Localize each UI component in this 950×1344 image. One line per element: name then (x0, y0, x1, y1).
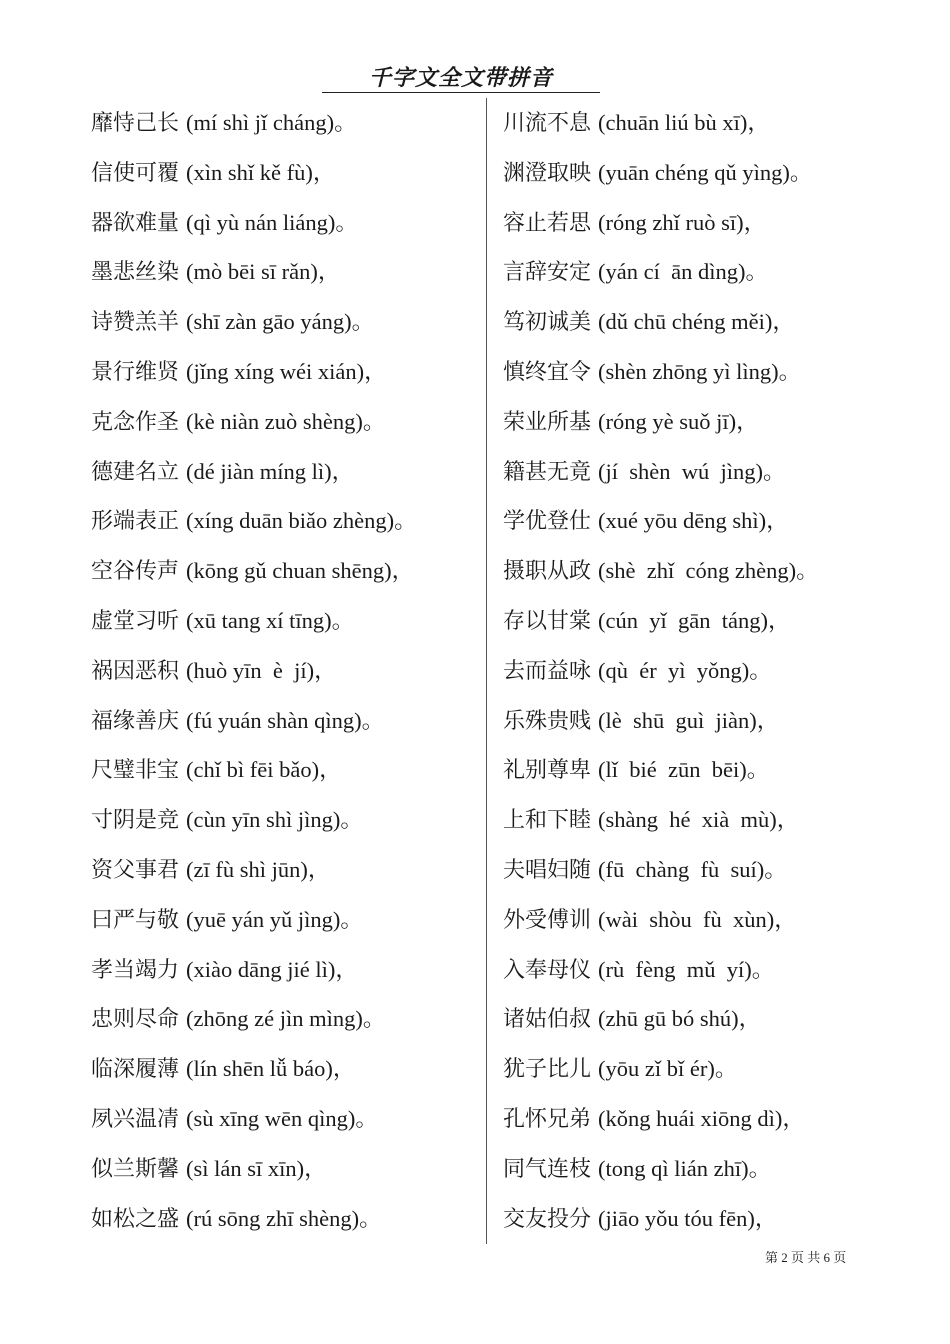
verse-hanzi: 形端表正 (91, 509, 180, 535)
verse-hanzi: 交友投分 (503, 1206, 592, 1232)
verse-hanzi: 礼别尊卑 (503, 758, 592, 784)
verse-line (91, 596, 417, 646)
verse-hanzi: 夫唱妇随 (503, 857, 592, 883)
verse-line (503, 646, 819, 696)
verse-hanzi: 摄职从政 (503, 559, 592, 585)
verse-line (503, 1094, 819, 1144)
verse-pinyin: (jí shèn wú jìng)。 (598, 458, 786, 484)
verse-line (503, 795, 819, 845)
verse-hanzi: 福缘善庆 (91, 708, 180, 734)
verse-hanzi: 临深履薄 (91, 1057, 180, 1083)
verse-hanzi: 犹子比儿 (503, 1057, 592, 1083)
verse-hanzi: 上和下睦 (503, 808, 592, 834)
verse-hanzi: 籍甚无竟 (503, 459, 592, 485)
verse-line (91, 198, 417, 248)
right-column (503, 98, 819, 1243)
verse-pinyin: (kǒng huái xiōng dì)， (598, 1105, 805, 1131)
verse-hanzi: 寸阴是竞 (91, 808, 180, 834)
verse-pinyin: (róng yè suǒ jī)， (598, 408, 759, 434)
verse-pinyin: (fú yuán shàn qìng)。 (186, 707, 385, 733)
verse-hanzi: 孔怀兄弟 (503, 1106, 592, 1132)
verse-line (503, 198, 819, 248)
verse-pinyin: (chǐ bì fēi bǎo)， (186, 757, 342, 783)
verse-pinyin: (yán cí ān dìng)。 (598, 259, 768, 285)
verse-line (503, 546, 819, 596)
verse-pinyin: (mí shì jǐ cháng)。 (186, 110, 357, 135)
verse-pinyin: (shèn zhōng yì lìng)。 (598, 358, 802, 384)
verse-hanzi: 尺璧非宝 (91, 758, 180, 784)
verse-line (91, 1194, 417, 1244)
verse-pinyin: (róng zhǐ ruò sī)， (598, 209, 767, 235)
verse-line (503, 347, 819, 397)
verse-hanzi: 乐殊贵贱 (503, 708, 592, 734)
verse-line (503, 945, 819, 995)
verse-pinyin: (qù ér yì yǒng)。 (598, 657, 772, 683)
verse-hanzi: 外受傅训 (503, 907, 592, 933)
verse-line (91, 496, 417, 546)
verse-hanzi: 言辞安定 (503, 260, 592, 286)
verse-line (503, 1194, 819, 1244)
verse-line (91, 546, 417, 596)
verse-hanzi: 入奉母仪 (503, 957, 592, 983)
verse-line (91, 745, 417, 795)
verse-hanzi: 同气连枝 (503, 1156, 592, 1182)
verse-pinyin: (xíng duān biǎo zhèng)。 (186, 508, 417, 534)
verse-pinyin: (kōng gǔ chuan shēng)， (186, 558, 415, 584)
verse-line (503, 845, 819, 895)
verse-line (503, 98, 819, 148)
verse-pinyin: (shàng hé xià mù)， (598, 807, 800, 833)
verse-pinyin: (kè niàn zuò shèng)。 (186, 408, 386, 434)
verse-pinyin: (lǐ bié zūn bēi)。 (598, 757, 770, 783)
verse-hanzi: 川流不息 (503, 111, 592, 136)
verse-pinyin: (cún yǐ gān táng)， (598, 607, 791, 633)
verse-pinyin: (jǐng xíng wéi xián)， (186, 358, 387, 384)
verse-pinyin: (yuē yán yǔ jìng)。 (186, 906, 363, 932)
verse-pinyin: (xué yōu dēng shì)， (598, 508, 789, 534)
verse-hanzi: 景行维贤 (91, 359, 180, 385)
verse-pinyin: (fū chàng fù suí)。 (598, 856, 787, 882)
verse-line (91, 1044, 417, 1094)
verse-pinyin: (sì lán sī xīn)， (186, 1155, 327, 1181)
verse-pinyin: (jiāo yǒu tóu fēn)， (598, 1205, 778, 1231)
verse-hanzi: 笃初诚美 (503, 310, 592, 336)
verse-line (91, 845, 417, 895)
verse-hanzi: 如松之盛 (91, 1206, 180, 1232)
verse-line (503, 297, 819, 347)
page-title: 千字文全文带拼音 (322, 64, 600, 93)
verse-hanzi: 容止若思 (503, 210, 592, 236)
verse-hanzi: 渊澄取映 (503, 160, 592, 186)
verse-hanzi: 存以甘棠 (503, 608, 592, 634)
verse-hanzi: 荣业所基 (503, 409, 592, 435)
verse-line (91, 795, 417, 845)
verse-line (91, 297, 417, 347)
verse-pinyin: (rù fèng mǔ yí)。 (598, 956, 775, 982)
verse-hanzi: 曰严与敬 (91, 907, 180, 933)
verse-hanzi: 诗赞羔羊 (91, 310, 180, 336)
verse-line (91, 646, 417, 696)
verse-line (503, 397, 819, 447)
verse-pinyin: (huò yīn è jí)， (186, 657, 337, 683)
verse-line (91, 148, 417, 198)
verse-pinyin: (xū tang xí tīng)。 (186, 607, 355, 633)
verse-pinyin: (shè zhǐ cóng zhèng)。 (598, 558, 819, 584)
verse-hanzi: 夙兴温凊 (91, 1106, 180, 1132)
verse-hanzi: 学优登仕 (503, 509, 592, 535)
verse-pinyin: (yōu zǐ bǐ ér)。 (598, 1056, 738, 1082)
verse-pinyin: (zī fù shì jūn)， (186, 856, 331, 882)
verse-line (503, 496, 819, 546)
verse-hanzi: 去而益咏 (503, 658, 592, 684)
verse-line (503, 895, 819, 945)
verse-hanzi: 器欲难量 (91, 210, 180, 236)
verse-pinyin: (dǔ chū chéng měi)， (598, 309, 795, 335)
verse-pinyin: (xìn shǐ kě fù)， (186, 159, 336, 185)
verse-line (91, 696, 417, 746)
verse-pinyin: (cùn yīn shì jìng)。 (186, 807, 363, 833)
verse-pinyin: (yuān chéng qǔ yìng)。 (598, 159, 813, 185)
verse-pinyin: (tong qì lián zhī)。 (598, 1155, 772, 1181)
verse-pinyin: (dé jiàn míng lì)， (186, 458, 355, 484)
verse-hanzi: 虚堂习听 (91, 608, 180, 634)
verse-line (91, 447, 417, 497)
verse-hanzi: 克念作圣 (91, 409, 180, 435)
verse-pinyin: (mò bēi sī rǎn)， (186, 259, 341, 285)
verse-hanzi: 靡恃己长 (91, 111, 180, 136)
verse-pinyin: (xiào dāng jié lì)， (186, 956, 358, 982)
verse-line (503, 247, 819, 297)
verse-pinyin: (chuān liú bù xī)， (598, 110, 770, 135)
verse-hanzi: 信使可覆 (91, 160, 180, 186)
verse-line (503, 148, 819, 198)
verse-line (503, 696, 819, 746)
verse-pinyin: (lín shēn lǚ báo)， (186, 1056, 356, 1082)
verse-hanzi: 忠则尽命 (91, 1007, 180, 1033)
verse-line (91, 945, 417, 995)
verse-hanzi: 德建名立 (91, 459, 180, 485)
verse-hanzi: 空谷传声 (91, 559, 180, 585)
verse-hanzi: 祸因恶积 (91, 658, 180, 684)
verse-line (503, 596, 819, 646)
verse-line (503, 745, 819, 795)
verse-hanzi: 慎终宜令 (503, 359, 592, 385)
verse-line (91, 98, 417, 148)
page-footer: 第 2 页 共 6 页 (765, 1250, 847, 1265)
verse-pinyin: (zhū gū bó shú)， (598, 1006, 762, 1032)
verse-line (91, 397, 417, 447)
verse-hanzi: 诸姑伯叔 (503, 1007, 592, 1033)
verse-line (91, 895, 417, 945)
verse-hanzi: 孝当竭力 (91, 957, 180, 983)
verse-hanzi: 墨悲丝染 (91, 260, 180, 286)
verse-pinyin: (lè shū guì jiàn)， (598, 707, 780, 733)
verse-line (91, 994, 417, 1044)
verse-pinyin: (zhōng zé jìn mìng)。 (186, 1006, 386, 1032)
column-divider (486, 98, 487, 1244)
verse-line (91, 1144, 417, 1194)
verse-line (91, 247, 417, 297)
left-column (91, 98, 417, 1243)
verse-pinyin: (qì yù nán liáng)。 (186, 209, 358, 235)
verse-pinyin: (rú sōng zhī shèng)。 (186, 1205, 382, 1231)
verse-line (503, 447, 819, 497)
verse-hanzi: 资父事君 (91, 857, 180, 883)
verse-pinyin: (shī zàn gāo yáng)。 (186, 309, 375, 335)
verse-line (503, 1044, 819, 1094)
verse-line (91, 347, 417, 397)
verse-line (503, 994, 819, 1044)
verse-line (503, 1144, 819, 1194)
verse-line (91, 1094, 417, 1144)
verse-pinyin: (sù xīng wēn qìng)。 (186, 1105, 378, 1131)
verse-pinyin: (wài shòu fù xùn)， (598, 906, 797, 932)
verse-hanzi: 似兰斯馨 (91, 1156, 180, 1182)
